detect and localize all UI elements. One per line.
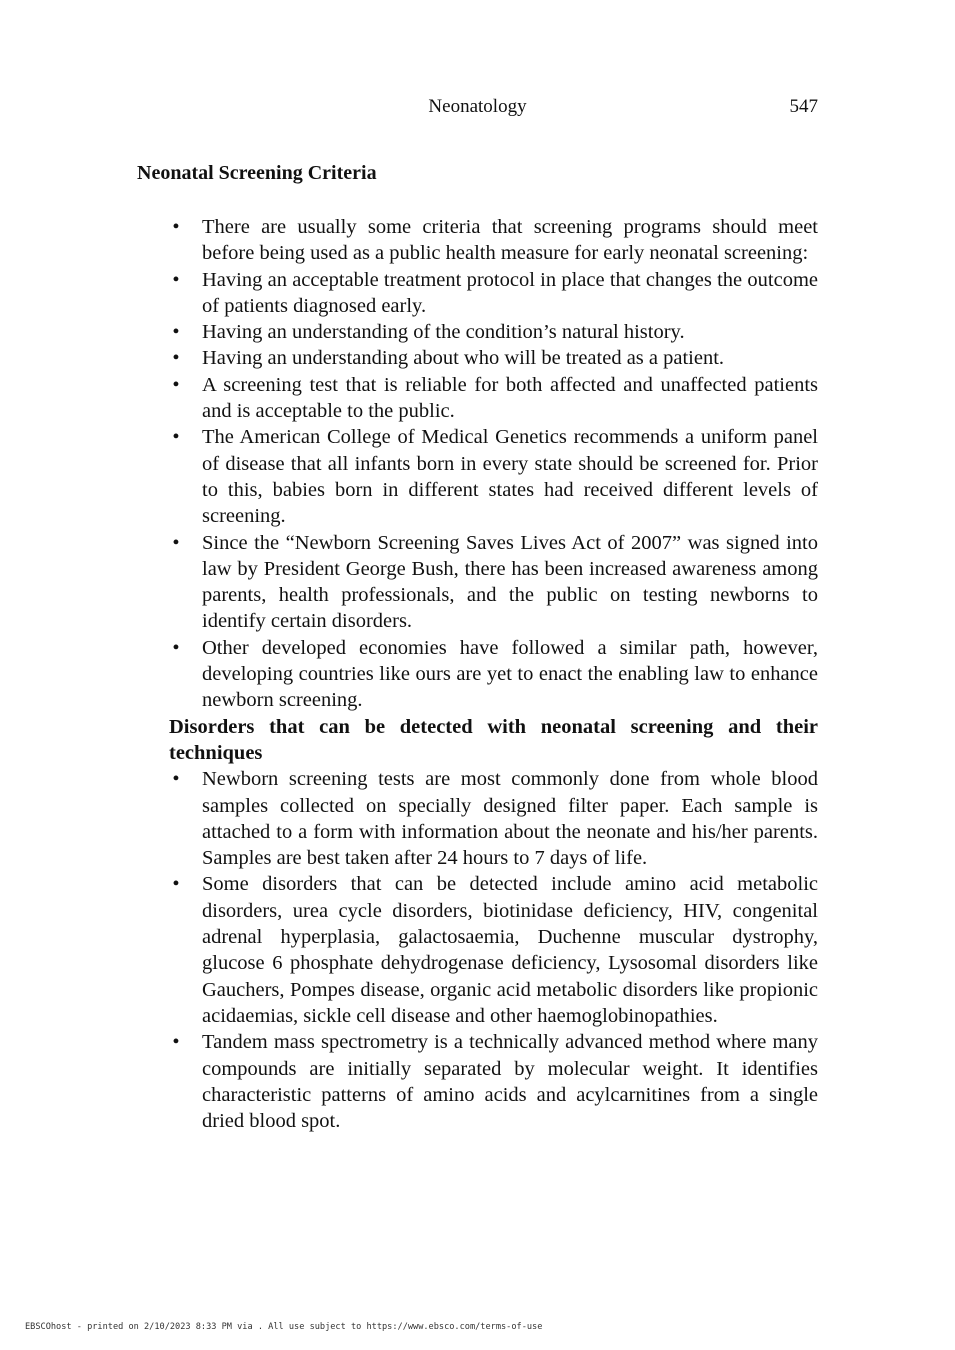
bullet-icon: • bbox=[172, 768, 180, 791]
footer-notice: EBSCOhost - printed on 2/10/2023 8:33 PM via . All use subject to https://www.ebsco.com/terms-of-use bbox=[25, 1322, 543, 1332]
list-item-text: A screening test that is reliable for both affected and unaffected patients and is acceptable to the public. bbox=[202, 373, 818, 423]
page-content bbox=[169, 214, 818, 1134]
running-head: Neonatology bbox=[428, 96, 527, 117]
list-item bbox=[169, 424, 818, 529]
section-title: Neonatal Screening Criteria bbox=[137, 162, 377, 184]
disorders-list bbox=[169, 766, 818, 1134]
list-item bbox=[169, 530, 818, 635]
list-item-text: There are usually some criteria that screening programs should meet before being used as a public health measure for early neonatal screening: bbox=[202, 216, 818, 265]
page-number: 547 bbox=[789, 96, 818, 117]
bullet-icon: • bbox=[172, 347, 180, 370]
bullet-icon: • bbox=[172, 873, 180, 896]
bullet-icon: • bbox=[172, 268, 180, 291]
list-item bbox=[169, 372, 818, 425]
list-item-text: Having an understanding about who will be treated as a patient. bbox=[202, 347, 725, 370]
bullet-icon: • bbox=[172, 1031, 180, 1054]
list-item-text: The American College of Medical Genetics recommends a uniform panel of disease that all infants born in every state should be screened for. Prior to this, babies born in different states had received different levels of screening. bbox=[202, 426, 818, 528]
criteria-list bbox=[169, 214, 818, 714]
list-item bbox=[169, 1029, 818, 1134]
list-item-text: Tandem mass spectrometry is a technically advanced method where many compounds are initially separated by molecular weight. It identifies characteristic patterns of amino acids and acylcarnitines from a single dried blood spot. bbox=[202, 1031, 818, 1133]
bullet-icon: • bbox=[172, 216, 180, 238]
list-item bbox=[169, 635, 818, 714]
list-item-text: Since the “Newborn Screening Saves Lives Act of 2007” was signed into law by President George Bush, there has been increased awareness among parents, health professionals, and the public on testing newborns to identify certain disorders. bbox=[202, 531, 818, 633]
list-item-text: Newborn screening tests are most commonly done from whole blood samples collected on specially designed filter paper. Each sample is attached to a form with information about the neonate and his/her parents. Samples are best taken after 24 hours to 7 days of life. bbox=[202, 768, 818, 870]
list-item-text: Having an understanding of the condition’s natural history. bbox=[202, 321, 685, 344]
bullet-icon: • bbox=[172, 373, 180, 396]
list-item-text: Having an acceptable treatment protocol in place that changes the outcome of patients diagnosed early. bbox=[202, 268, 818, 317]
bullet-icon: • bbox=[172, 426, 180, 449]
list-item-text: Other developed economies have followed a similar path, however, developing countries like ours are yet to enact the enabling law to enhance newborn screening. bbox=[202, 636, 818, 712]
list-item bbox=[169, 766, 818, 871]
list-item bbox=[169, 214, 818, 267]
bullet-icon: • bbox=[172, 321, 180, 344]
list-item bbox=[169, 345, 818, 371]
bullet-icon: • bbox=[172, 531, 180, 554]
bullet-icon: • bbox=[172, 636, 180, 659]
subheading: Disorders that can be detected with neonatal screening and their techniques bbox=[169, 715, 818, 764]
list-item bbox=[169, 319, 818, 345]
page-header bbox=[137, 96, 818, 122]
list-item bbox=[169, 871, 818, 1029]
list-item-text: Some disorders that can be detected include amino acid metabolic disorders, urea cycle disorders, biotinidase deficiency, HIV, congenital adrenal hyperplasia, galactosaemia, Duchenne muscular dystrophy, glucose 6 phosphate dehydrogenase deficiency, Lysosomal disorders like Gauchers, Pompes disease, organic acid metabolic disorders like propionic acidaemias, sickle cell disease and other haemoglobinopathies. bbox=[202, 873, 818, 1027]
list-item bbox=[169, 267, 818, 320]
